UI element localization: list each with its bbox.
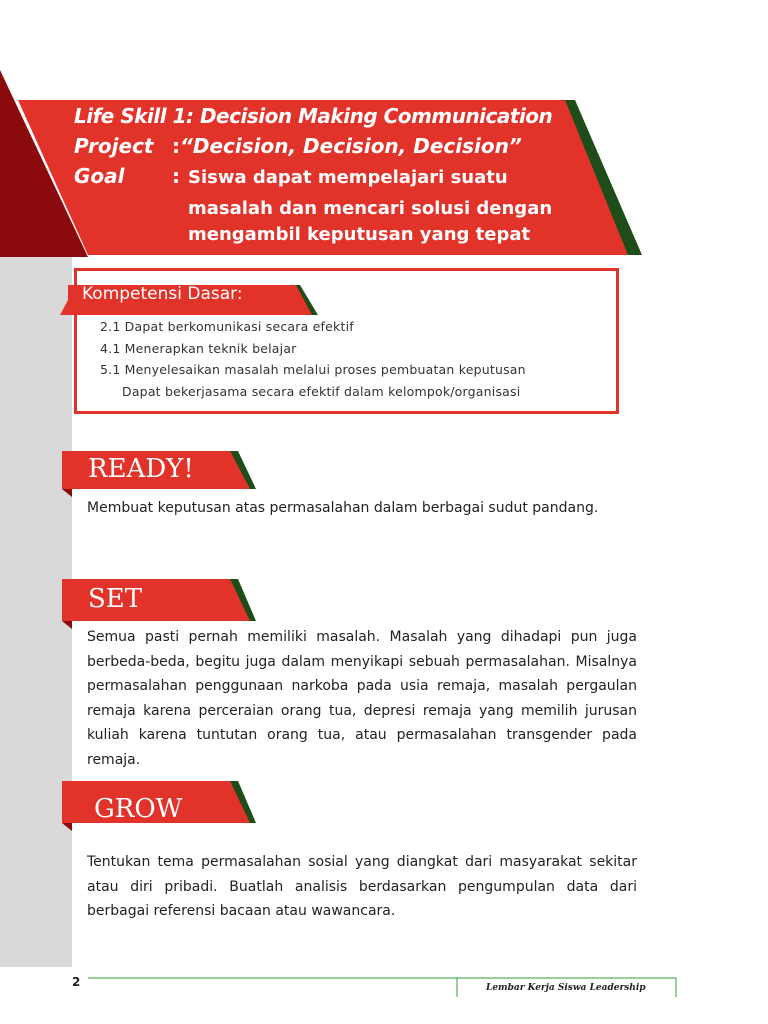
- set-title: SET: [88, 584, 143, 614]
- page-number: 2: [72, 975, 81, 989]
- grow-title: GROW: [94, 794, 183, 824]
- ready-title: READY!: [88, 454, 194, 484]
- grow-text: Tentukan tema permasalahan sosial yang diangkat dari masyarakat sekitar atau diri pribadi. Buatlah analisis berdasarkan pengumpulan data dari berbagai referensi bacaan atau wawancara.: [87, 854, 637, 919]
- goal-line-2: masalah dan mencari solusi dengan: [188, 198, 553, 219]
- project-sep: :: [172, 134, 180, 158]
- kompetensi-item: 2.1 Dapat berkomunikasi secara efektif: [100, 319, 354, 334]
- grow-tab-fold: [62, 823, 72, 831]
- project-key: Project: [74, 134, 154, 158]
- life-skill-line: [74, 104, 552, 128]
- goal-line-1: Siswa dapat mempelajari suatu: [188, 167, 508, 188]
- life-skill-value: Decision Making Communication: [199, 104, 553, 128]
- kompetensi-item: Dapat bekerjasama secara efektif dalam kelompok/organisasi: [122, 383, 521, 399]
- goal-sep: :: [172, 164, 180, 188]
- kompetensi-list: [100, 316, 526, 402]
- kompetensi-title-text: Kompetensi Dasar: [82, 284, 237, 304]
- set-tab-fold: [62, 621, 72, 629]
- ready-tab-fold: [62, 489, 72, 497]
- ready-text: Membuat keputusan atas permasalahan dalam berbagai sudut pandang.: [87, 500, 599, 516]
- goal-line-3: mengambil keputusan yang tepat: [188, 224, 531, 245]
- goal-line: [74, 164, 508, 188]
- life-skill-key: Life Skill 1: [74, 104, 186, 128]
- footer-label: Lembar Kerja Siswa Leadership: [486, 983, 646, 993]
- set-text: Semua pasti pernah memiliki masalah. Masalah yang dihadapi pun juga berbeda-beda, begitu juga dalam menyikapi sebuah permasalahan. Misalnya permasalahan penggunaan narkoba pada usia remaja, masalah pergaulan remaja karena perceraian orang tua, depresi remaja yang memilih jurusan kuliah karena tuntutan orang tua, atau permasalahan transgender pada remaja.: [87, 629, 637, 768]
- goal-continuation: [188, 196, 552, 248]
- project-value: “Decision, Decision, Decision”: [180, 134, 522, 158]
- life-skill-sep: :: [185, 104, 194, 128]
- kompetensi-item: 4.1 Menerapkan teknik belajar: [100, 340, 297, 356]
- goal-key: Goal: [74, 164, 125, 188]
- project-line: [74, 134, 522, 158]
- kompetensi-title-sep: :: [236, 284, 243, 304]
- kompetensi-title: [82, 284, 243, 304]
- kompetensi-item: 5.1 Menyelesaikan masalah melalui proses pembuatan keputusan: [100, 362, 526, 377]
